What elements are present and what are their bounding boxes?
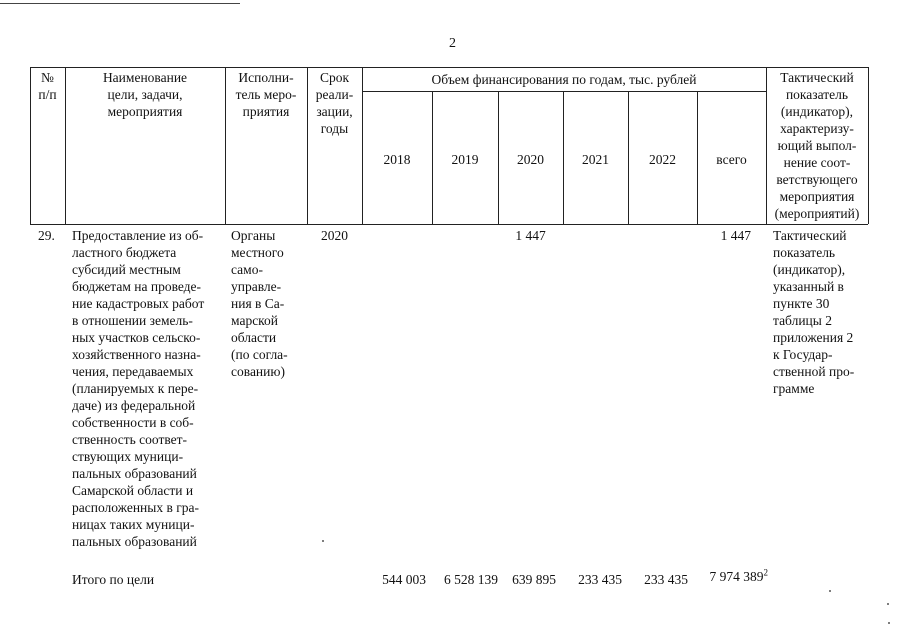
row-num: 29.	[38, 228, 55, 243]
scan-speck	[887, 603, 889, 605]
scan-speck	[322, 540, 324, 542]
summary-value-2020: 639 895	[512, 572, 556, 587]
header-name: Наименование цели, задачи, мероприятия	[102, 70, 188, 119]
header-funding-title: Объем финансирования по годам, тыс. рублей	[431, 72, 697, 87]
col-border	[868, 67, 869, 224]
header-year-2022: 2022	[649, 152, 676, 167]
summary-value-2022: 233 435	[644, 572, 688, 587]
summary-value-2019: 6 528 139	[444, 572, 498, 587]
header-year-2019: 2019	[451, 152, 479, 167]
header-executor: Исполни- тель меро- приятия	[235, 70, 297, 119]
summary-value-2018: 544 003	[382, 572, 426, 587]
table-top-border	[30, 67, 868, 68]
row-indicator: Тактический показатель (индикатор), указанный в пункте 30 таблицы 2 приложения 2 к Государ- ственной про- грамме	[773, 228, 855, 396]
col-border	[362, 67, 363, 224]
row-name: Предоставление из об- ластного бюджета субсидий местным бюджетам на проведе- ние кадастровых работ в отношении земель- ных участков сельско- хозяйственного назна- чения, передаваемых (планируемых к пере- даче) из федеральной собственности в соб- ственность соответ- ствующих муници- пальных образований Самарской области и расположенных в гра- ницах таких муници- пальных образований	[72, 228, 205, 549]
header-indicator: Тактический показатель (индикатор), характеризу- ющий выпол- нение соот- ветствующего мероприятия (мероприятий)	[774, 70, 860, 221]
row-value-total: 1 447	[720, 228, 751, 243]
header-total: всего	[716, 152, 747, 167]
header-year-2018: 2018	[383, 152, 411, 167]
row-value-2020: 1 447	[515, 228, 546, 243]
header-year-2021: 2021	[582, 152, 609, 167]
header-year-2020: 2020	[517, 152, 544, 167]
summary-label: Итого по цели	[72, 572, 155, 587]
footnote-mark: 2	[763, 567, 768, 578]
summary-value-2021: 233 435	[578, 572, 622, 587]
funding-subheader-line	[362, 91, 766, 92]
summary-value-total: 7 974 $389^2$	[709, 567, 768, 584]
header-term: Срок реали- зации, годы	[315, 70, 354, 136]
row-executor: Органы местного само- управле- ния в Са- марской области (по согла- сованию)	[231, 228, 288, 379]
header-bottom-border	[30, 224, 868, 225]
scan-speck	[888, 622, 890, 624]
header-num: № п/п	[38, 70, 57, 102]
row-term: 2020	[321, 228, 348, 243]
page-number: 2	[449, 36, 456, 51]
scan-speck	[829, 590, 831, 592]
